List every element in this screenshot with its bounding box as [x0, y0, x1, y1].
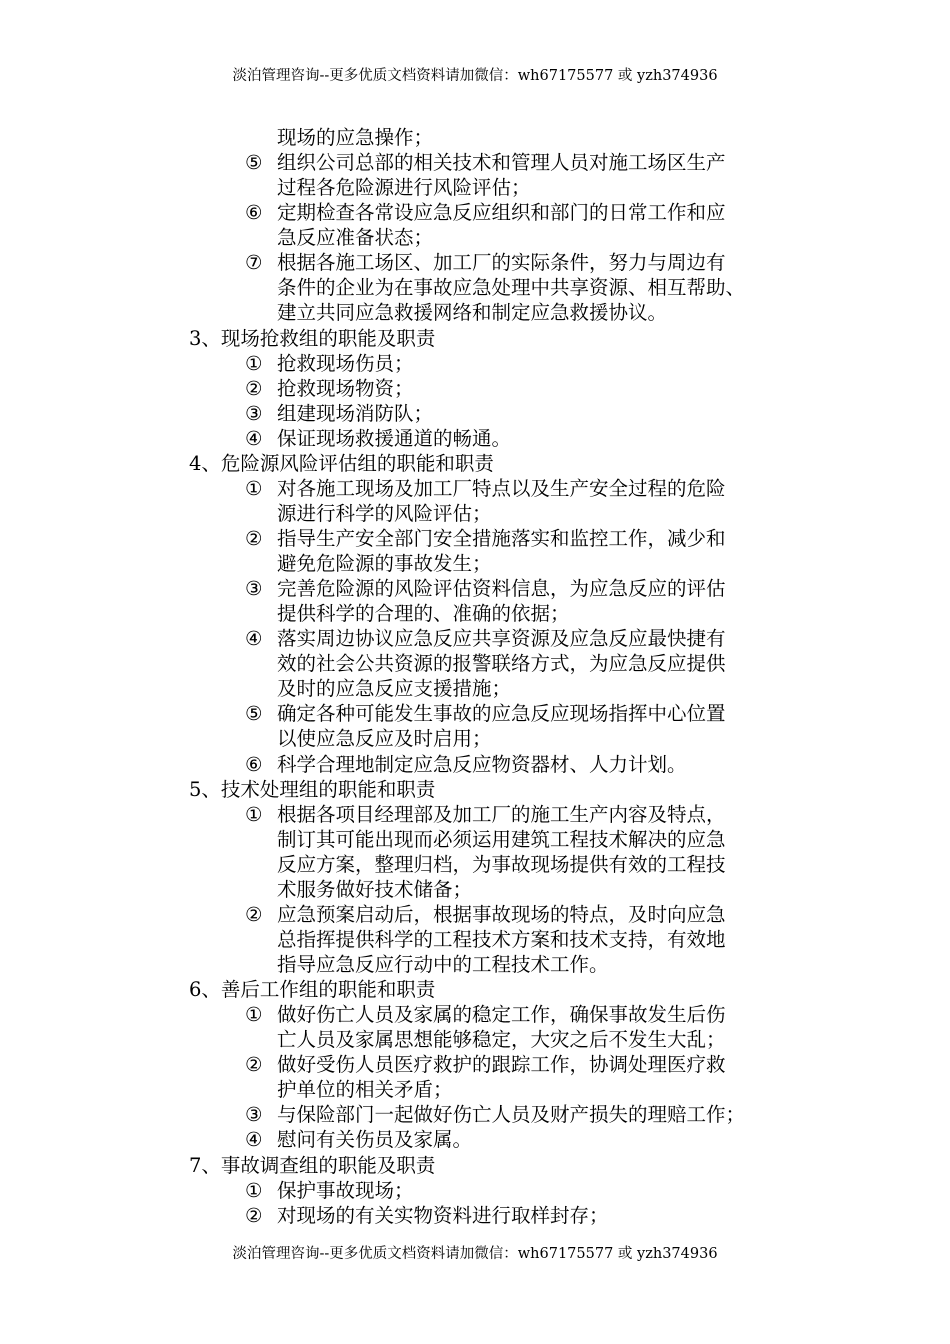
list-item-number: ① [245, 1003, 263, 1027]
list-item-text: 总指挥提供科学的工程技术方案和技术支持，有效地 [277, 927, 726, 951]
list-item-text: 及时的应急反应支援措施； [277, 677, 512, 701]
list-item-text: 制订其可能出现而必须运用建筑工程技术解决的应急 [277, 827, 726, 851]
list-item-text: 科学合理地制定应急反应物资器材、人力计划。 [277, 752, 687, 776]
list-item-text: 避免危险源的事故发生； [277, 552, 492, 575]
page-header: 淡泊管理咨询--更多优质文档资料请加微信：wh67175577 或 yzh374936 [232, 68, 718, 84]
list-item-text: 效的社会公共资源的报警联络方式，为应急反应提供 [277, 652, 726, 676]
list-item-text: 护单位的相关矛盾； [277, 1078, 453, 1102]
list-item-text: 过程各危险源进行风险评估； [277, 176, 531, 200]
list-item-text: 确定各种可能发生事故的应急反应现场指挥中心位置 [277, 702, 726, 726]
list-item-number: ① [245, 476, 263, 500]
list-item-number: ② [245, 1203, 263, 1227]
list-item-text: 亡人员及家属思想能够稳定，大灾之后不发生大乱； [277, 1028, 726, 1052]
section-heading-text: 5、技术处理组的职能和职责 [189, 777, 436, 801]
list-item-text: 定期检查各常设应急反应组织和部门的日常工作和应 [277, 201, 726, 225]
list-item-number: ③ [245, 1103, 263, 1127]
list-item-text: 建立共同应急救援网络和制定应急救援协议。 [277, 301, 668, 325]
list-item-text: 抢救现场伤员； [277, 351, 414, 375]
list-item-text: 做好受伤人员医疗救护的跟踪工作，协调处理医疗救 [277, 1053, 726, 1077]
list-item-text: 指导应急反应行动中的工程技术工作。 [277, 953, 609, 976]
list-item-text: 对现场的有关实物资料进行取样封存； [277, 1203, 609, 1227]
list-item-number: ④ [245, 1128, 263, 1152]
list-item-text: 完善危险源的风险评估资料信息，为应急反应的评估 [277, 577, 726, 601]
list-item-text: 术服务做好技术储备； [277, 877, 473, 901]
list-item-text: 保护事故现场； [277, 1178, 414, 1202]
list-item-text: 对各施工现场及加工厂特点以及生产安全过程的危险 [277, 476, 726, 500]
page-footer: 淡泊管理咨询--更多优质文档资料请加微信：wh67175577 或 yzh374936 [232, 1246, 718, 1262]
list-item-number: ① [245, 802, 263, 826]
list-item-text: 指导生产安全部门安全措施落实和监控工作，减少和 [277, 527, 726, 550]
list-item-number: ② [245, 527, 263, 550]
list-item-text: 提供科学的合理的、准确的依据； [277, 602, 570, 626]
section-heading-text: 3、现场抢救组的职能及职责 [189, 326, 436, 350]
list-item-number: ⑥ [245, 752, 263, 776]
list-item-number: ④ [245, 627, 263, 651]
list-item-text: 现场的应急操作； [277, 126, 434, 149]
list-item-number: ⑦ [245, 251, 263, 275]
list-item-text: 源进行科学的风险评估； [277, 501, 492, 525]
list-item-number: ① [245, 351, 263, 375]
list-item-number: ② [245, 376, 263, 400]
list-item-text: 组织公司总部的相关技术和管理人员对施工场区生产 [277, 151, 726, 175]
list-item-text: 抢救现场物资； [277, 376, 414, 400]
list-item-text: 做好伤亡人员及家属的稳定工作，确保事故发生后伤 [277, 1003, 726, 1027]
list-item-number: ④ [245, 426, 263, 450]
section-heading-text: 7、事故调查组的职能及职责 [189, 1153, 436, 1177]
list-item-number: ③ [245, 401, 263, 425]
list-item-text: 根据各施工场区、加工厂的实际条件，努力与周边有 [277, 251, 726, 275]
list-item-number: ⑤ [245, 702, 263, 726]
section-heading [189, 777, 435, 802]
list-item-text: 急反应准备状态； [277, 226, 434, 250]
list-item-text: 反应方案，整理归档，为事故现场提供有效的工程技 [277, 852, 726, 876]
list-item-text: 慰问有关伤员及家属。 [277, 1128, 473, 1152]
list-item-text: 与保险部门一起做好伤亡人员及财产损失的理赔工作； [277, 1103, 746, 1127]
section-heading [189, 451, 494, 476]
list-item-text: 保证现场救援通道的畅通。 [277, 426, 512, 450]
section-heading-text: 6、善后工作组的职能和职责 [189, 978, 436, 1001]
list-item-number: ⑤ [245, 151, 263, 175]
section-heading [189, 977, 435, 1002]
list-item-text: 组建现场消防队； [277, 401, 434, 425]
list-item-number: ① [245, 1178, 263, 1202]
list-item-text: 以使应急反应及时启用； [277, 727, 492, 751]
list-item-text: 条件的企业为在事故应急处理中共享资源、相互帮助、 [277, 276, 746, 300]
section-heading-text: 4、危险源风险评估组的职能和职责 [189, 451, 494, 475]
list-item-number: ② [245, 1053, 263, 1077]
list-item-number: ③ [245, 577, 263, 601]
list-item-text: 根据各项目经理部及加工厂的施工生产内容及特点， [277, 802, 726, 826]
list-item-text: 落实周边协议应急反应共享资源及应急反应最快捷有 [277, 627, 726, 651]
list-item-number: ⑥ [245, 201, 263, 225]
list-item-number: ② [245, 902, 263, 926]
section-heading [189, 326, 435, 351]
section-heading [189, 1153, 435, 1178]
list-item-text: 应急预案启动后，根据事故现场的特点，及时向应急 [277, 902, 726, 926]
